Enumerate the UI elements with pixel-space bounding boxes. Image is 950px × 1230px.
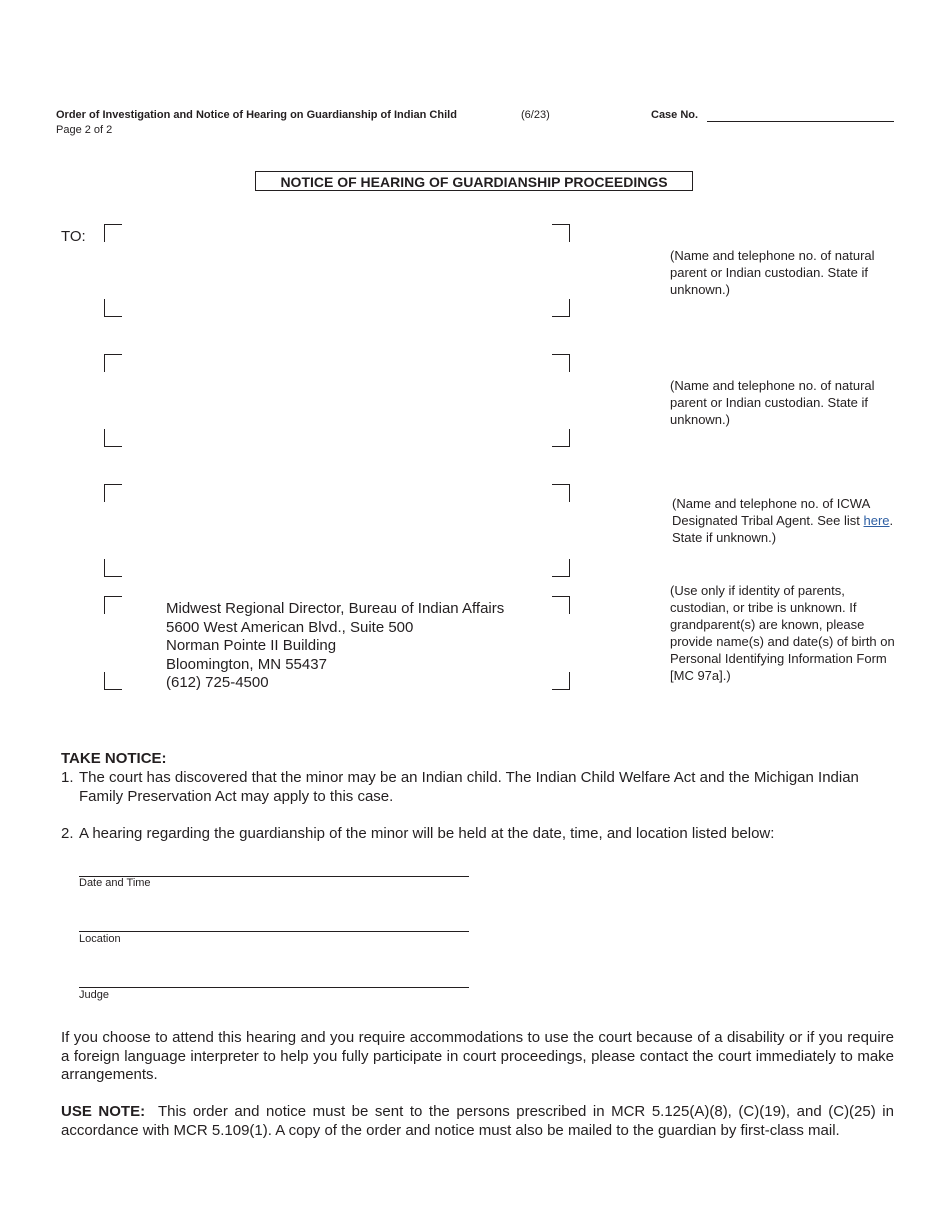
notice-item-1: [61, 768, 897, 806]
box-corner: [552, 224, 570, 242]
box-corner: [552, 484, 570, 502]
judge-label: Judge: [79, 989, 109, 1001]
box-corner: [104, 354, 122, 372]
recipient-2-note: (Name and telephone no. of natural parent or Indian custodian. State if unknown.): [670, 378, 875, 427]
tribal-agent-list-link[interactable]: here: [863, 513, 890, 528]
address-line: Bloomington, MN 55437: [166, 655, 327, 673]
use-note: [61, 1103, 894, 1140]
item-text: A hearing regarding the guardianship of the minor will be held at the date, time, and location listed below:: [79, 825, 775, 842]
recipient-box-3[interactable]: [104, 484, 570, 577]
bia-address: [166, 600, 504, 693]
use-note-label: USE NOTE:: [61, 1103, 146, 1120]
recipient-3-note-text: (Name and telephone no. of ICWA Designated Tribal Agent. See list: [672, 496, 870, 528]
address-line: Norman Pointe II Building: [166, 637, 337, 654]
take-notice-heading: TAKE NOTICE:: [61, 750, 167, 767]
location-label: Location: [79, 933, 121, 945]
address-line: 5600 West American Blvd., Suite 500: [166, 618, 414, 636]
address-line: Midwest Regional Director, Bureau of Indian Affairs: [166, 600, 505, 617]
item-text: The court has discovered that the minor may be an Indian child. The Indian Child Welfare Act and the Michigan Indian Family Preservation Act may apply to this case.: [79, 769, 859, 805]
form-revision: (6/23): [521, 109, 550, 121]
box-corner: [104, 596, 122, 614]
case-number-label: Case No.: [651, 109, 699, 121]
use-note-text: This order and notice must be sent to the persons prescribed in MCR 5.125(A)(8), (C)(19), and (C)(25) in accordance with MCR 5.109(1). A copy of the order and notice must also be mailed to the guardian by first-class mail.: [61, 1103, 894, 1139]
page-number: Page 2 of 2: [56, 124, 113, 136]
box-corner: [104, 429, 122, 447]
box-corner: [552, 672, 570, 690]
box-corner: [552, 354, 570, 372]
box-corner: [104, 299, 122, 317]
case-number-field[interactable]: [707, 121, 894, 122]
box-corner: [552, 429, 570, 447]
date-time-label: Date and Time: [79, 877, 151, 889]
box-corner: [104, 559, 122, 577]
notice-item-2: [61, 824, 897, 843]
accommodations-paragraph: If you choose to attend this hearing and you require accommodations to use the court because of a disability or if you require a foreign language interpreter to help you fully participate in court proceedings, please contact the court immediately to make arrangements.: [61, 1029, 894, 1083]
notice-title: NOTICE OF HEARING OF GUARDIANSHIP PROCEEDINGS: [255, 171, 693, 191]
item-number: 1.: [61, 769, 74, 786]
box-corner: [104, 484, 122, 502]
box-corner: [104, 672, 122, 690]
location-field[interactable]: [79, 931, 469, 932]
to-label: TO:: [61, 228, 86, 245]
recipient-3-note: [672, 495, 902, 546]
recipient-1-note: (Name and telephone no. of natural parent or Indian custodian. State if unknown.): [670, 248, 875, 297]
box-corner: [104, 224, 122, 242]
judge-field[interactable]: [79, 987, 469, 988]
recipient-box-2[interactable]: [104, 354, 570, 447]
address-phone: (612) 725-4500: [166, 674, 269, 691]
box-corner: [552, 559, 570, 577]
recipient-box-1[interactable]: [104, 224, 570, 317]
form-title: Order of Investigation and Notice of Hearing on Guardianship of Indian Child: [56, 109, 457, 121]
recipient-3-note-end: . State if unknown.): [672, 513, 894, 545]
recipient-4-note: (Use only if identity of parents, custodian, or tribe is unknown. If grandparent(s) are known, please provide name(s) and date(s) of birth on Personal Identifying Information Form [MC 97a].): [670, 583, 895, 683]
box-corner: [552, 596, 570, 614]
box-corner: [552, 299, 570, 317]
item-number: 2.: [61, 825, 74, 842]
